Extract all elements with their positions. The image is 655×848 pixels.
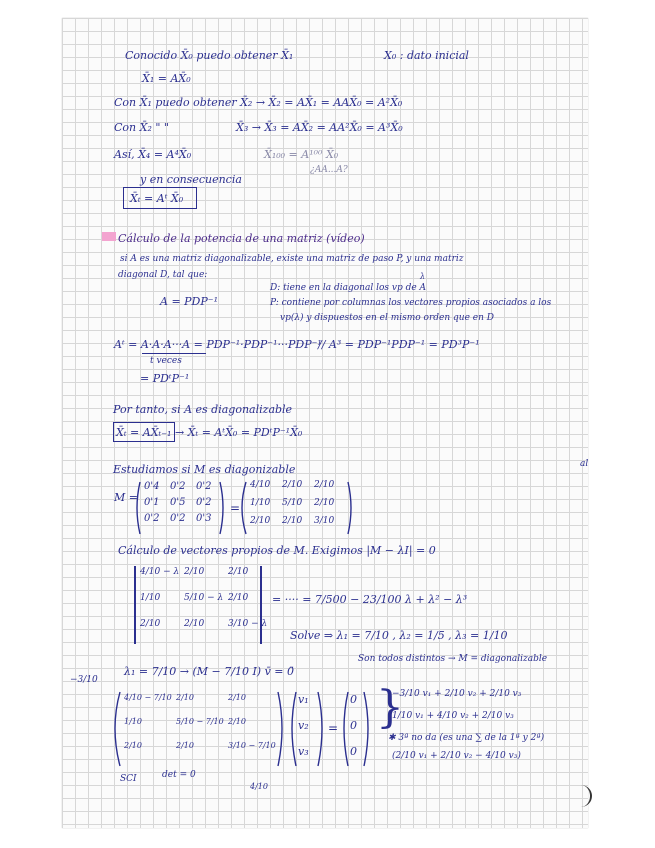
line-p-def2: vp(λ) y dispuestos en el mismo orden que en D	[280, 313, 494, 323]
v-vector-entry-2: v₂	[298, 719, 309, 732]
det-matrix-cell-r1c3: 2/10	[228, 567, 249, 577]
section-title-power: Cálculo de la potencia de una matriz (vídeo)	[118, 232, 365, 245]
line-consequence: y en consecuencia	[140, 173, 242, 186]
line-solve: Solve ⇒ λ₁ = 7/10 , λ₂ = 1/5 , λ₃ = 1/10	[290, 629, 508, 642]
m-decimal-cell-r3c2: 0'2	[170, 513, 186, 524]
svg-text:=: =	[230, 501, 241, 515]
m-decimal-cell-r3c3: 0'3	[196, 513, 212, 524]
line-study-m: Estudiamos si M es diagonizable	[113, 463, 296, 476]
line-diag-def: si A es una matriz diagonalizable, existe una matriz de paso P, y una matriz	[120, 254, 464, 264]
eq-3-note: ✱ 3ª no da (es una ∑ de la 1ª y 2ª)	[388, 733, 545, 743]
line-recurrence: X̄ₜ = AX̄ₜ₋₁ → X̄ₜ = AᵗX̄₀ = PDᵗP⁻¹X̄₀	[116, 426, 303, 439]
line-at: Aᵗ = A·A·A···A = PDP⁻¹·PDP⁻¹···PDP⁻¹	[114, 338, 322, 351]
line-diag-def2: diagonal D, tal que:	[118, 270, 208, 280]
system-matrix-cell-r2c2: 5/10 − 7/10	[176, 717, 224, 726]
eq-3: (2/10 v₁ + 2/10 v₂ − 4/10 v₃)	[392, 751, 521, 761]
m-fraction-cell-r2c3: 2/10	[314, 498, 335, 508]
system-matrix-cell-r1c3: 2/10	[228, 693, 246, 702]
m-fraction-cell-r1c1: 4/10	[250, 480, 271, 490]
det-bar-left	[134, 566, 136, 644]
line-distinct: Son todos distintos → M = diagonalizable	[358, 654, 548, 664]
line-therefore: Por tanto, si A es diagonalizable	[113, 403, 293, 416]
det-matrix-cell-r3c1: 2/10	[140, 619, 161, 629]
line-x1-eq: X̄₁ = AX̄₀	[142, 72, 191, 85]
det-matrix-cell-r3c2: 2/10	[184, 619, 205, 629]
m-decimal-cell-r2c2: 0'5	[170, 497, 186, 508]
system-matrix-cell-r1c2: 2/10	[176, 693, 194, 702]
highlight-mark	[102, 232, 116, 241]
line-x100: X̄₁₀₀ = A¹⁰⁰ X̄₀	[264, 148, 339, 161]
line-char-poly: = ···· = 7/500 − 23/100 λ + λ² − λ³	[272, 593, 468, 606]
m-decimal-cell-r1c3: 0'2	[196, 481, 212, 492]
line-t-times: t veces	[150, 356, 182, 366]
line-eigen-title: Cálculo de vectores propios de M. Exigimos |M − λI| = 0	[118, 544, 436, 557]
line-pdtp: = PDᵗP⁻¹	[140, 372, 190, 385]
system-matrix-cell-r1c1: 4/10 − 7/10	[124, 693, 172, 702]
zero-vector-entry-2: 0	[350, 719, 357, 732]
line-a3: // A³ = PDP⁻¹PDP⁻¹ = PD³P⁻¹	[318, 338, 480, 351]
svg-text:=: =	[328, 721, 339, 735]
det-matrix-cell-r2c3: 2/10	[228, 593, 249, 603]
m-fraction-cell-r2c1: 1/10	[250, 498, 271, 508]
m-decimal-cell-r1c2: 0'2	[170, 481, 186, 492]
eq-2: 1/10 v₁ + 4/10 v₂ + 2/10 v₃	[392, 711, 514, 721]
m-fraction-cell-r1c2: 2/10	[282, 480, 303, 490]
margin-note-al: al	[580, 459, 589, 469]
sci-label: SCI	[120, 774, 137, 784]
system-matrix-cell-r2c1: 1/10	[124, 717, 142, 726]
det-matrix-cell-r2c2: 5/10 − λ	[184, 593, 224, 603]
m-fraction-cell-r3c3: 3/10	[314, 516, 335, 526]
v-vector-entry-3: v₃	[298, 745, 309, 758]
m-decimal-cell-r3c1: 0'2	[144, 513, 160, 524]
page-edge-mark	[574, 785, 592, 807]
line-x4: Así, X̄₄ = A⁴X̄₀	[114, 148, 192, 161]
line-xt-result: X̄ₜ = Aᵗ X̄₀	[130, 192, 184, 205]
equations-brace: }	[376, 682, 404, 733]
m-fraction-cell-r3c1: 2/10	[250, 516, 271, 526]
system-matrix-cell-r3c3: 3/10 − 7/10	[228, 741, 276, 750]
m-decimal-cell-r2c1: 0'1	[144, 497, 160, 508]
det-bar-right	[260, 566, 262, 644]
line-x3: X̄₃ → X̄₃ = AX̄₂ = AA²X̄₀ = A³X̄₀	[236, 121, 403, 134]
line-known-x0: Conocido X̄₀ puedo obtener X̄₁	[125, 49, 294, 62]
line-initial-data: X₀ : dato inicial	[384, 49, 469, 62]
det-matrix-cell-r1c1: 4/10 − λ	[140, 567, 180, 577]
v-vector-entry-1: v₁	[298, 693, 309, 706]
system-matrix-cell-r2c3: 2/10	[228, 717, 246, 726]
line-x3-label: Con X̄₂ " "	[114, 121, 169, 134]
line-lambda1: λ₁ = 7/10 → (M − 7/10 I) v̄ = 0̄	[124, 665, 295, 678]
m-fraction-cell-r3c2: 2/10	[282, 516, 303, 526]
zero-vector-entry-1: 0	[350, 693, 357, 706]
m-fraction-cell-r1c3: 2/10	[314, 480, 335, 490]
m-decimal-cell-r1c1: 0'4	[144, 481, 160, 492]
line-p-def: P: contiene por columnas los vectores propios asociados a los	[270, 298, 552, 308]
bottom-fraction: 4/10	[250, 782, 268, 791]
system-matrix-cell-r3c2: 2/10	[176, 741, 194, 750]
line-a-pdp: A = PDP⁻¹	[160, 295, 218, 308]
lambda-mark: λ	[420, 272, 426, 281]
m-decimal-cell-r2c3: 0'2	[196, 497, 212, 508]
line-d-def: D: tiene en la diagonal los vp de A	[270, 283, 427, 293]
zero-vector-entry-3: 0	[350, 745, 357, 758]
system-matrix-cell-r3c1: 2/10	[124, 741, 142, 750]
det-matrix-cell-r1c2: 2/10	[184, 567, 205, 577]
margin-minus-3-10: −3/10	[70, 675, 98, 685]
eq-1: −3/10 v₁ + 2/10 v₂ + 2/10 v₃	[392, 689, 522, 699]
m-label: M =	[114, 491, 138, 504]
m-fraction-cell-r2c2: 5/10	[282, 498, 303, 508]
underbrace-line	[142, 353, 206, 354]
det-matrix-cell-r2c1: 1/10	[140, 593, 161, 603]
det-matrix-cell-r3c3: 3/10 − λ	[228, 619, 268, 629]
line-x2: Con X̄₁ puedo obtener X̄₂ → X̄₂ = AX̄₁ = AAX̄₀ = A²X̄₀	[114, 96, 403, 109]
line-aa: ¿AA...A?	[310, 165, 348, 175]
det-zero-label: det = 0	[162, 770, 196, 780]
